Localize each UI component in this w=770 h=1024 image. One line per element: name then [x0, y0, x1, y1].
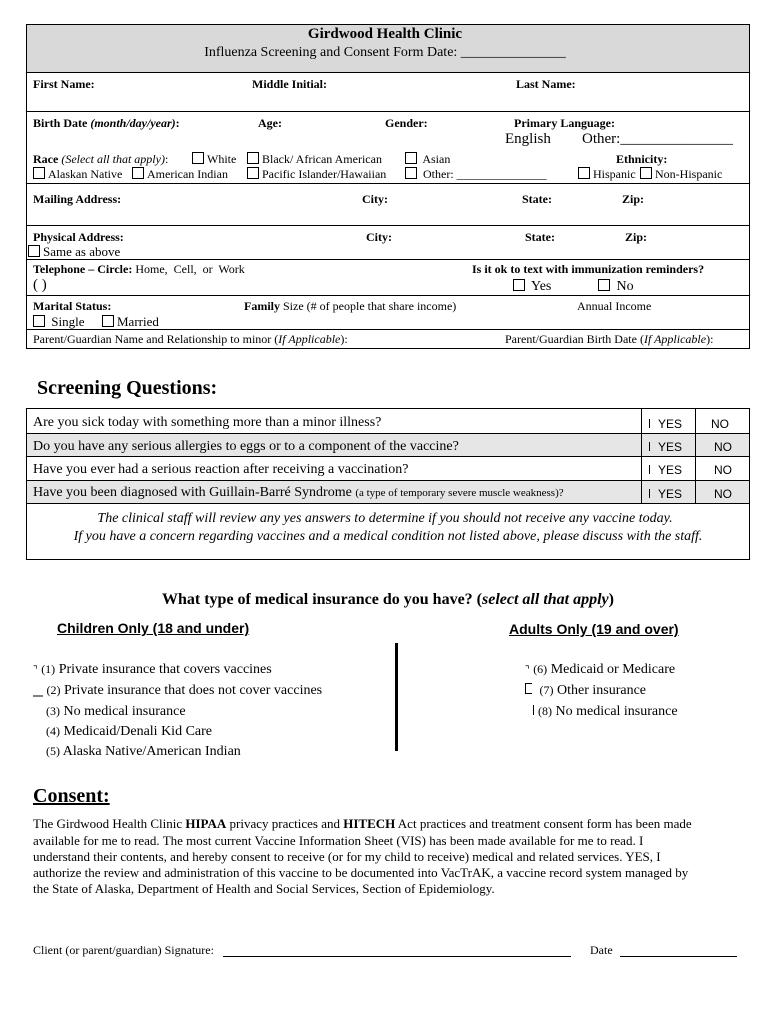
- race-label: Race (Select all that apply):: [33, 152, 169, 166]
- mailing-city-label: City:: [362, 192, 388, 206]
- race-white[interactable]: White: [192, 152, 236, 167]
- q2-yes[interactable]: YES: [649, 440, 682, 454]
- birth-date-label: Birth Date (month/day/year):: [33, 116, 180, 130]
- screening-note-2: If you have a concern regarding vaccines and a medical condition not listed above, please discuss with the staff.: [73, 529, 703, 544]
- telephone-label: Telephone – Circle: Home, Cell, or Work: [33, 262, 245, 276]
- first-name-label: First Name:: [33, 77, 95, 91]
- checkbox-icon: [649, 465, 650, 474]
- physical-address-label: Physical Address:: [33, 230, 124, 244]
- text-yes-option[interactable]: Yes: [513, 279, 551, 295]
- marital-married-option[interactable]: Married: [102, 314, 159, 330]
- middle-initial-label: Middle Initial:: [252, 77, 328, 91]
- question-3: Have you ever had a serious reaction after receiving a vaccination?: [33, 462, 409, 477]
- q3-yes[interactable]: YES: [649, 463, 682, 477]
- screening-note-1: The clinical staff will review any yes answers to determine if you should not receive any vaccine today.: [97, 511, 673, 526]
- divider: [695, 408, 696, 504]
- checkbox-icon: [28, 245, 40, 257]
- consent-line-3: understand their contents, and hereby consent to receive (or for my child to receive) medical and related services. YES, I: [33, 849, 661, 864]
- gender-label: Gender:: [385, 116, 428, 130]
- consent-line-1: The Girdwood Health Clinic HIPAA privacy practices and HITECH Act practices and treatment consent form has been made: [33, 816, 692, 831]
- text-no-option[interactable]: No: [598, 279, 634, 295]
- divider: [26, 183, 750, 184]
- divider: [26, 295, 750, 296]
- q3-no[interactable]: NO: [714, 463, 732, 477]
- race-other[interactable]: Other: _______________: [405, 167, 547, 182]
- form-title: Influenza Screening and Consent Form Date: _______________: [204, 45, 566, 60]
- race-black[interactable]: Black/ African American: [247, 152, 382, 167]
- divider: [26, 225, 750, 226]
- q1-yes[interactable]: YES: [649, 417, 682, 431]
- checkbox-icon: [598, 279, 610, 291]
- checkbox-icon: [578, 167, 590, 179]
- family-size-label: Family Size (# of people that share income): [244, 299, 457, 313]
- insurance-option-3[interactable]: (3) No medical insurance: [46, 704, 186, 719]
- annual-income-label: Annual Income: [577, 299, 652, 313]
- q4-no[interactable]: NO: [714, 487, 732, 501]
- checkbox-icon: [649, 489, 650, 498]
- divider: [26, 111, 750, 112]
- corner-box-icon: ⌝: [33, 665, 38, 676]
- insurance-title: What type of medical insurance do you have? (select all that apply): [162, 591, 614, 608]
- checkbox-icon: [192, 152, 204, 164]
- checkbox-icon: [132, 167, 144, 179]
- physical-city-label: City:: [366, 230, 392, 244]
- signature-line[interactable]: [223, 956, 571, 957]
- checkbox-icon: [405, 152, 417, 164]
- signature-label: Client (or parent/guardian) Signature:: [33, 943, 214, 957]
- checkbox-icon: [649, 419, 650, 428]
- mailing-address-label: Mailing Address:: [33, 192, 122, 206]
- question-4: Have you been diagnosed with Guillain-Barré Syndrome (a type of temporary severe muscle weakness)?: [33, 485, 564, 500]
- guardian-birth-label: Parent/Guardian Birth Date (If Applicable):: [505, 332, 714, 346]
- checkbox-icon: [513, 279, 525, 291]
- question-1: Are you sick today with something more than a minor illness?: [33, 415, 382, 430]
- same-as-above-option[interactable]: Same as above: [28, 244, 120, 260]
- checkbox-icon: [649, 442, 650, 451]
- corner-box-icon: ⌝: [525, 665, 530, 676]
- marital-single-option[interactable]: Single: [33, 314, 84, 330]
- mailing-state-label: State:: [522, 192, 552, 206]
- consent-line-4: authorize the review and administration of this vaccine to be documented into VacTrAK, a vaccine record system managed by: [33, 865, 689, 880]
- text-reminder-question: Is it ok to text with immunization reminders?: [472, 262, 705, 276]
- english-option[interactable]: English: [505, 131, 551, 147]
- ethnicity-label: Ethnicity:: [616, 152, 668, 166]
- last-name-label: Last Name:: [516, 77, 576, 91]
- question-2: Do you have any serious allergies to eggs or to a component of the vaccine?: [33, 439, 459, 454]
- insurance-option-7[interactable]: (7) Other insurance: [525, 683, 646, 699]
- ethnicity-non-hispanic[interactable]: Non-Hispanic: [640, 167, 722, 182]
- race-asian[interactable]: Asian: [405, 152, 450, 167]
- screening-title: Screening Questions:: [37, 377, 218, 399]
- checkbox-icon: [405, 167, 417, 179]
- consent-line-5: the State of Alaska, Department of Health and Social Services, Section of Epidemiology.: [33, 881, 495, 896]
- insurance-option-6[interactable]: ⌝ (6) Medicaid or Medicare: [525, 662, 676, 677]
- consent-line-2: available for me to read. The most current Vaccine Information Sheet (VIS) has been made available for me to read. I: [33, 833, 644, 848]
- divider: [26, 329, 750, 330]
- q4-yes[interactable]: YES: [649, 487, 682, 501]
- clinic-name: Girdwood Health Clinic: [307, 26, 463, 42]
- q2-no[interactable]: NO: [714, 440, 732, 454]
- race-alaskan-native[interactable]: Alaskan Native: [33, 167, 122, 182]
- insurance-option-4[interactable]: (4) Medicaid/Denali Kid Care: [46, 724, 213, 739]
- insurance-option-5[interactable]: (5) Alaska Native/American Indian: [46, 744, 241, 759]
- underscore-box-icon: ⎽: [33, 686, 43, 697]
- checkbox-icon: [247, 152, 259, 164]
- checkbox-icon: [33, 167, 45, 179]
- primary-language-label: Primary Language:: [514, 116, 615, 130]
- q1-no[interactable]: NO: [711, 417, 729, 431]
- consent-title: Consent:: [33, 785, 110, 807]
- guardian-name-label: Parent/Guardian Name and Relationship to minor (If Applicable):: [33, 332, 348, 346]
- physical-zip-label: Zip:: [625, 230, 648, 244]
- checkbox-icon: [247, 167, 259, 179]
- mailing-zip-label: Zip:: [622, 192, 645, 206]
- ethnicity-hispanic[interactable]: Hispanic: [578, 167, 636, 182]
- insurance-option-8[interactable]: (8) No medical insurance: [533, 704, 678, 720]
- insurance-option-2[interactable]: ⎽ (2) Private insurance that does not cover vaccines: [33, 683, 323, 698]
- physical-state-label: State:: [525, 230, 555, 244]
- adults-heading: Adults Only (19 and over): [509, 621, 679, 637]
- checkbox-icon: [640, 167, 652, 179]
- checkbox-icon: [33, 315, 45, 327]
- insurance-option-1[interactable]: ⌝ (1) Private insurance that covers vaccines: [33, 662, 272, 677]
- race-american-indian[interactable]: American Indian: [132, 167, 228, 182]
- date-label: Date: [590, 943, 613, 957]
- column-divider: [395, 643, 398, 751]
- marital-status-label: Marital Status:: [33, 299, 112, 313]
- divider: [641, 408, 642, 504]
- bracket-box-icon: [525, 683, 532, 694]
- checkbox-icon: [533, 705, 534, 715]
- checkbox-icon: [102, 315, 114, 327]
- race-pacific-islander[interactable]: Pacific Islander/Hawaiian: [247, 167, 386, 182]
- divider: [26, 259, 750, 260]
- children-heading: Children Only (18 and under): [57, 620, 250, 636]
- other-language-field[interactable]: Other:_______________: [582, 131, 733, 147]
- age-label: Age:: [258, 116, 282, 130]
- date-line[interactable]: [620, 956, 737, 957]
- phone-field[interactable]: ( ): [33, 277, 47, 293]
